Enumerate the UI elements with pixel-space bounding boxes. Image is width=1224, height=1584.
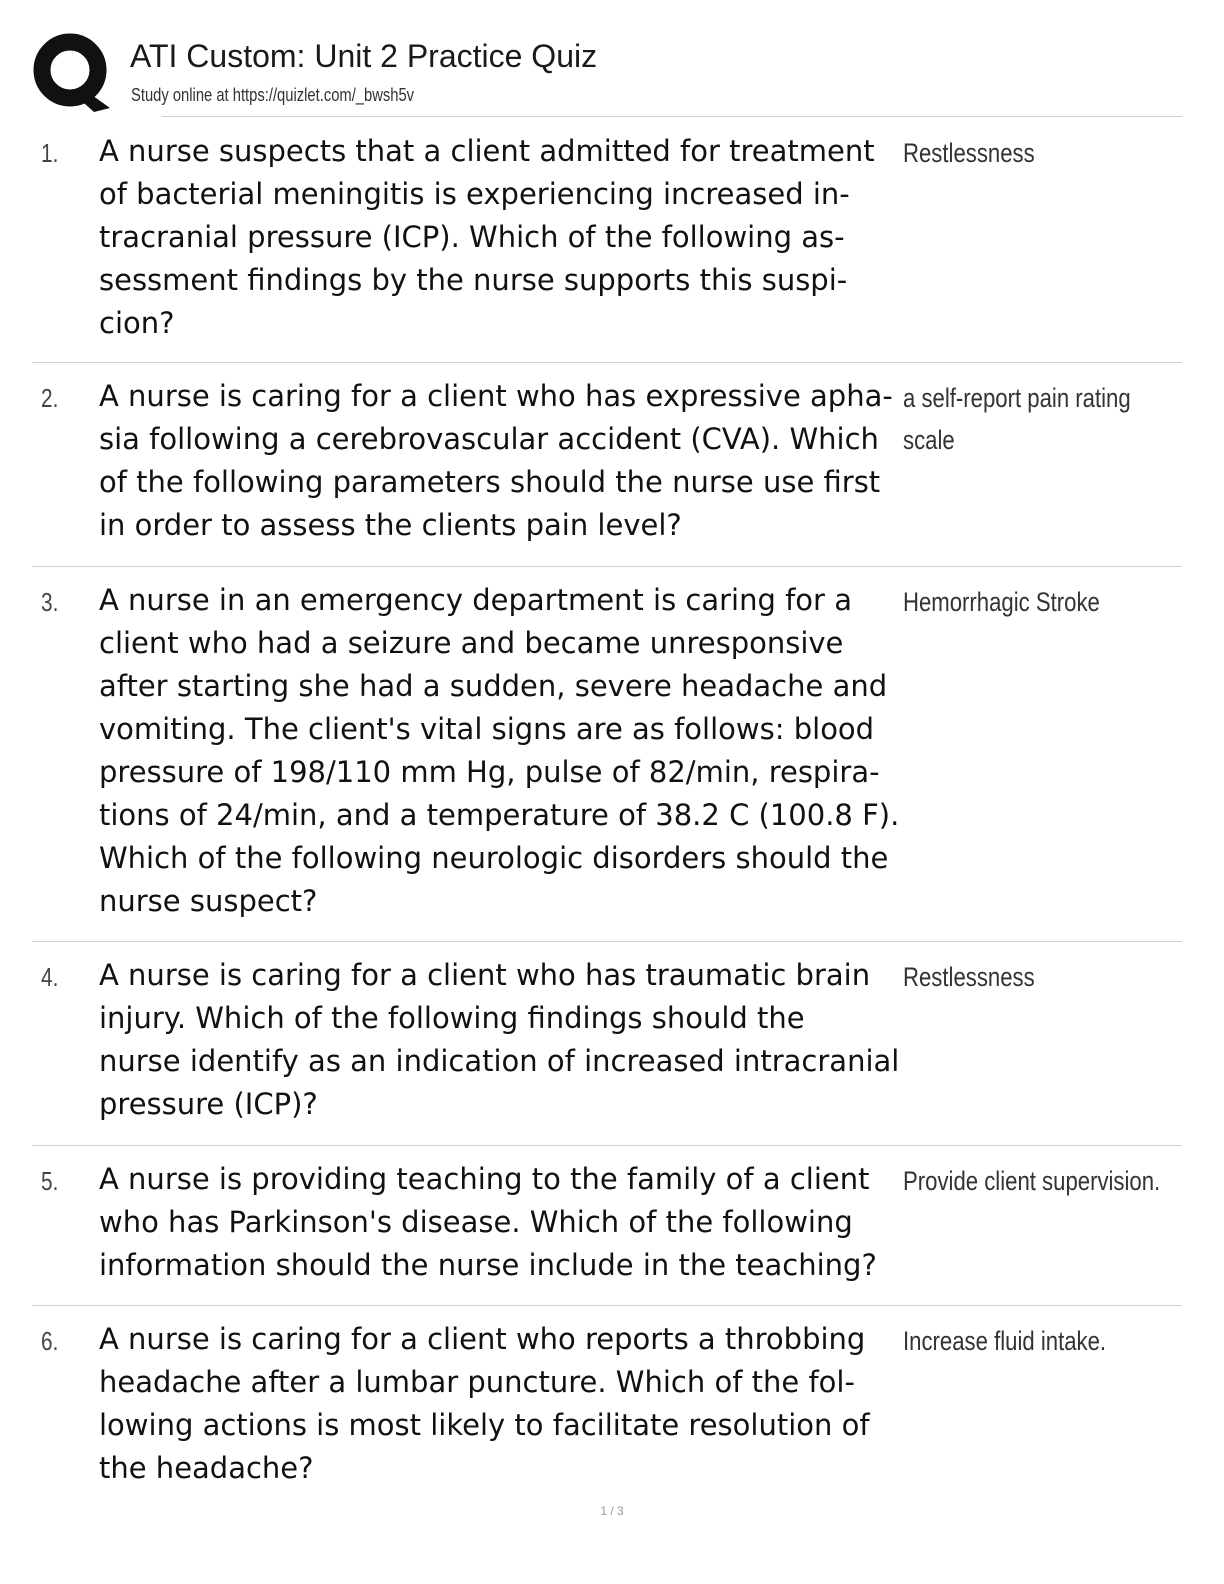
question-line: pressure of 198/110 mm Hg, pulse of 82/min, respira- (99, 755, 880, 789)
card-number: 3. (41, 587, 59, 617)
answer-line: Provide client supervision. (903, 1166, 1161, 1196)
question-line: sessment findings by the nurse supports this suspi- (99, 263, 848, 297)
question-line: nurse suspect? (99, 884, 318, 918)
card-number: 4. (41, 962, 59, 992)
question-line: vomiting. The client's vital signs are as follows: blood (99, 712, 875, 746)
question-line: of the following parameters should the nurse use first (99, 465, 881, 499)
card-answer (903, 1160, 1188, 1202)
question-line: injury. Which of the following findings should the (99, 1001, 805, 1035)
card-question (99, 954, 899, 1126)
question-line: in order to assess the clients pain level? (99, 508, 682, 542)
quiz-card-5 (32, 1146, 1182, 1306)
page-header (32, 32, 1182, 118)
card-answer (903, 581, 1188, 623)
card-number: 5. (41, 1166, 59, 1196)
quizlet-logo-icon (32, 32, 112, 112)
question-line: information should the nurse include in the teaching? (99, 1248, 877, 1282)
answer-line: Restlessness (903, 138, 1035, 168)
header-divider (162, 116, 1182, 117)
card-question (99, 1318, 899, 1490)
question-line: tracranial pressure (ICP). Which of the following as- (99, 220, 845, 254)
card-question (99, 375, 899, 547)
quiz-card-1 (32, 118, 1182, 363)
study-online-link[interactable]: Study online at https://quizlet.com/_bwsh5v (131, 85, 415, 105)
question-line: A nurse is caring for a client who reports a throbbing (99, 1322, 866, 1356)
card-question (99, 1158, 899, 1287)
card-number: 2. (41, 383, 59, 413)
question-line: A nurse is caring for a client who has traumatic brain (99, 958, 871, 992)
answer-line: Restlessness (903, 962, 1035, 992)
question-line: headache after a lumbar puncture. Which of the fol- (99, 1365, 855, 1399)
question-line: lowing actions is most likely to facilitate resolution of (99, 1408, 870, 1442)
answer-line: Hemorrhagic Stroke (903, 587, 1100, 617)
question-line: A nurse is providing teaching to the family of a client (99, 1162, 870, 1196)
card-question (99, 579, 899, 923)
answer-line: scale (903, 425, 955, 455)
question-line: of bacterial meningitis is experiencing increased in- (99, 177, 850, 211)
question-line: A nurse is caring for a client who has expressive apha- (99, 379, 893, 413)
card-number: 1. (41, 138, 59, 168)
question-line: pressure (ICP)? (99, 1087, 318, 1121)
answer-line: a self-report pain rating (903, 383, 1131, 413)
question-line: cion? (99, 306, 175, 340)
question-line: Which of the following neurologic disorders should the (99, 841, 889, 875)
card-answer (903, 377, 1188, 461)
quiz-card-6 (32, 1306, 1182, 1496)
card-question (99, 130, 899, 345)
question-line: the headache? (99, 1451, 314, 1485)
question-line: A nurse in an emergency department is caring for a (99, 583, 852, 617)
question-line: after starting she had a sudden, severe headache and (99, 669, 888, 703)
answer-line: Increase fluid intake. (903, 1326, 1107, 1356)
question-line: client who had a seizure and became unresponsive (99, 626, 844, 660)
card-number: 6. (41, 1326, 59, 1356)
question-line: nurse identify as an indication of increased intracranial (99, 1044, 900, 1078)
card-answer (903, 1320, 1188, 1362)
card-answer (903, 132, 1188, 174)
quiz-card-3 (32, 567, 1182, 942)
quiz-card-2 (32, 363, 1182, 567)
question-line: who has Parkinson's disease. Which of the following (99, 1205, 853, 1239)
page-title: ATI Custom: Unit 2 Practice Quiz (130, 38, 598, 74)
question-line: tions of 24/min, and a temperature of 38.2 C (100.8 F). (99, 798, 900, 832)
question-line: A nurse suspects that a client admitted for treatment (99, 134, 875, 168)
page-number: 1 / 3 (600, 1504, 624, 1518)
card-answer (903, 956, 1188, 998)
question-line: sia following a cerebrovascular accident (CVA). Which (99, 422, 879, 456)
quiz-card-4 (32, 942, 1182, 1146)
